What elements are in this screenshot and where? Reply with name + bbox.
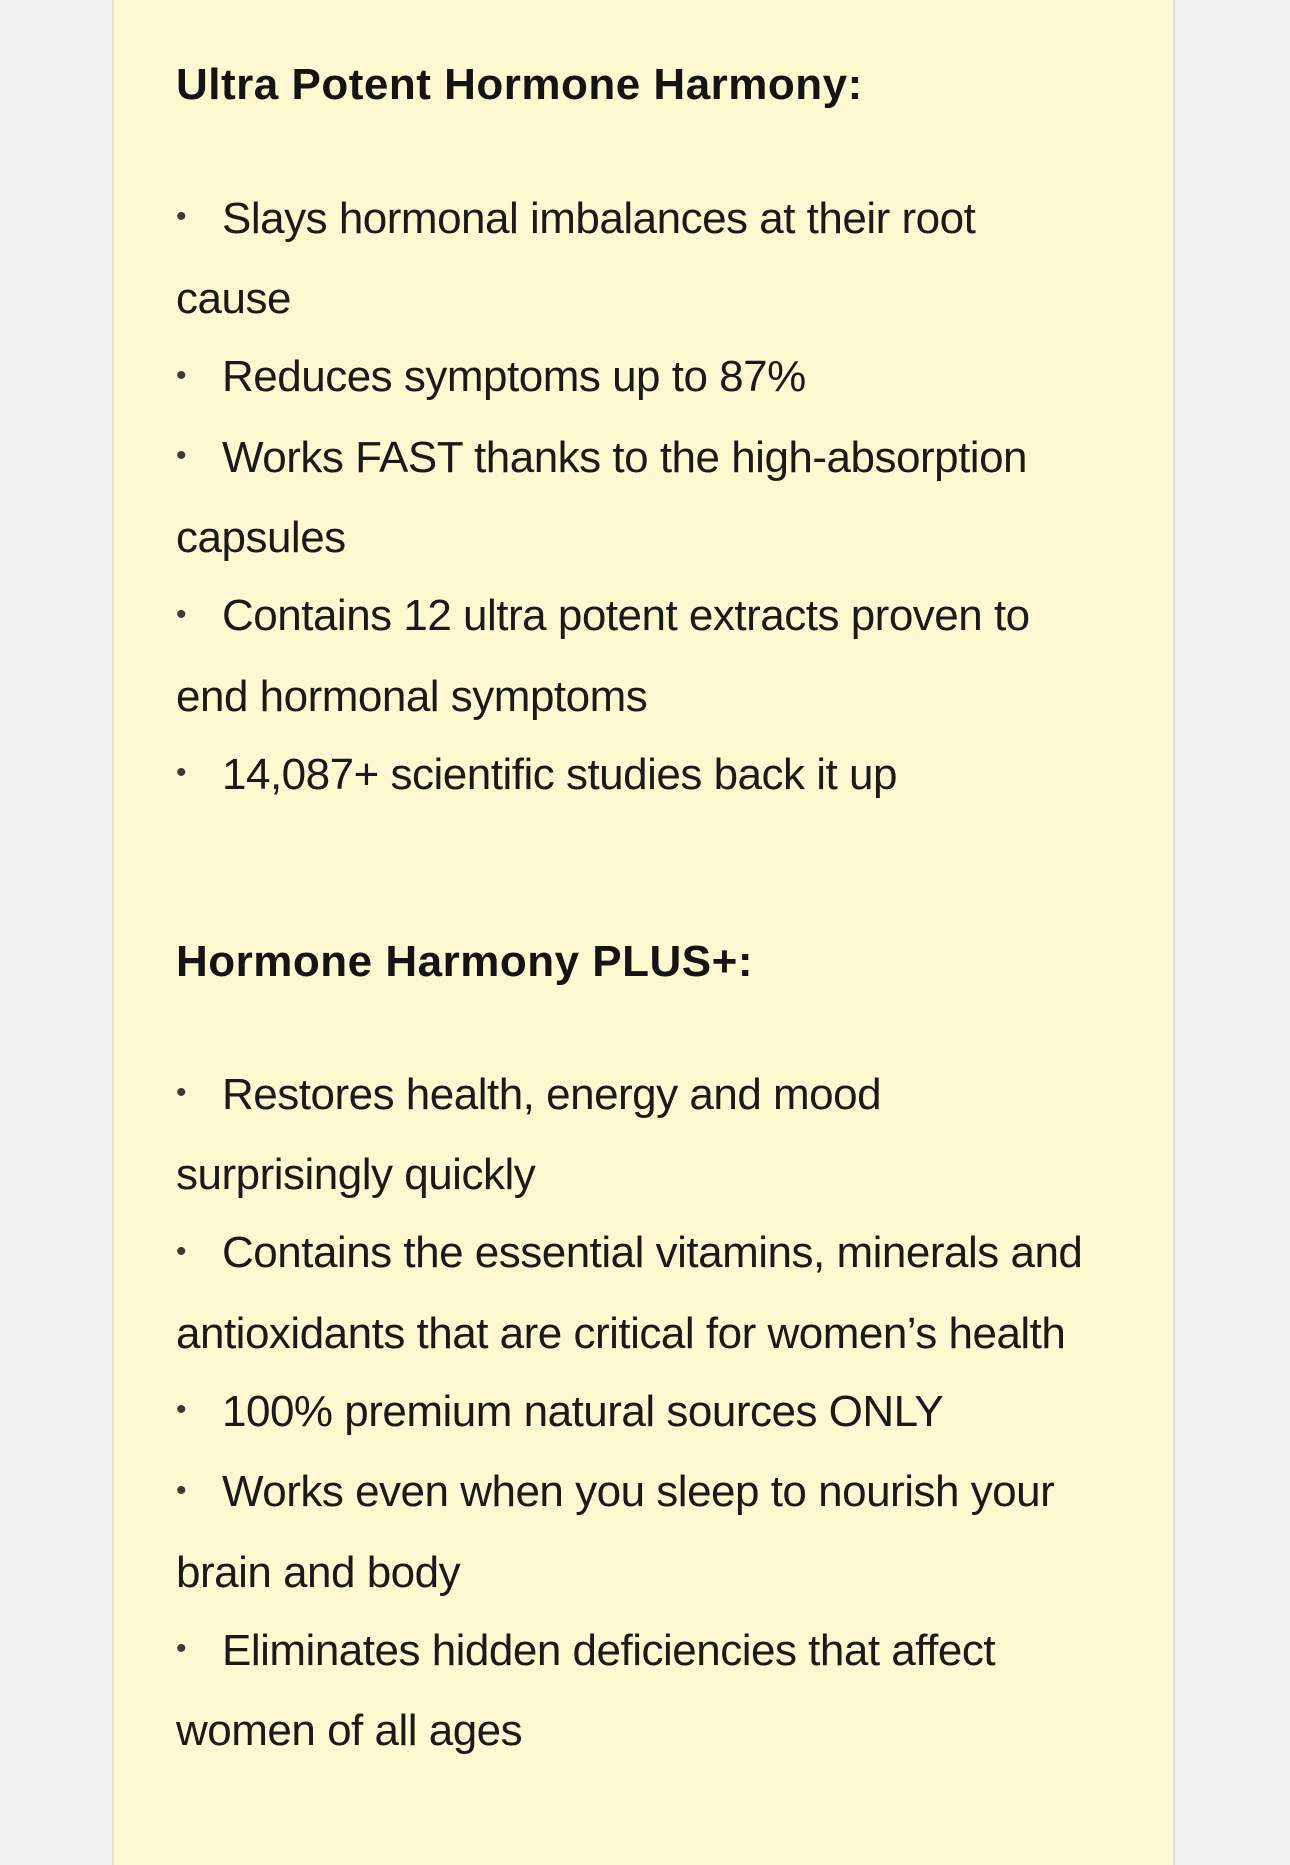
list-item [176, 1612, 1096, 1770]
list-item-text: Works FAST thanks to the high-absorption capsules [176, 432, 1028, 563]
content-card [112, 0, 1175, 1865]
list-item [176, 1214, 1096, 1372]
list-item-text: Contains the essential vitamins, minerals and antioxidants that are critical for women’s health [176, 1228, 1083, 1358]
bullet-icon: • [176, 1631, 187, 1665]
bullet-icon: • [176, 358, 187, 392]
list-item [176, 419, 1096, 577]
bullet-icon: • [176, 1234, 187, 1268]
list-item-text: Slays hormonal imbalances at their root cause [176, 194, 976, 324]
benefits-list-ultra-potent [176, 180, 1096, 816]
bullet-icon: • [176, 200, 187, 234]
list-item [176, 1056, 1096, 1214]
list-item-text: Reduces symptoms up to 87% [222, 352, 806, 402]
list-item [176, 338, 1096, 418]
list-item-text: 14,087+ scientific studies back it up [222, 749, 897, 799]
bullet-icon: • [176, 1473, 187, 1507]
list-item-text: Works even when you sleep to nourish your brain and body [176, 1467, 1055, 1597]
bullet-icon: • [176, 755, 187, 789]
list-item [176, 1373, 1096, 1453]
list-item [176, 1453, 1096, 1611]
list-item-text: Eliminates hidden deficiencies that affect women of all ages [176, 1625, 996, 1755]
list-item-text: 100% premium natural sources ONLY [222, 1386, 944, 1436]
list-item [176, 180, 1096, 338]
bullet-icon: • [176, 439, 187, 473]
section-heading-ultra-potent: Ultra Potent Hormone Harmony: [176, 60, 863, 109]
bullet-icon: • [176, 1076, 187, 1110]
list-item-text: Contains 12 ultra potent extracts proven to end hormonal symptoms [176, 591, 1030, 721]
bullet-icon: • [176, 597, 187, 631]
benefits-list-plus [176, 1056, 1096, 1770]
section-heading-plus: Hormone Harmony PLUS+: [176, 937, 753, 986]
list-item [176, 577, 1096, 735]
list-item [176, 736, 1096, 816]
list-item-text: Restores health, energy and mood surprisingly quickly [176, 1070, 882, 1200]
bullet-icon: • [176, 1393, 187, 1427]
